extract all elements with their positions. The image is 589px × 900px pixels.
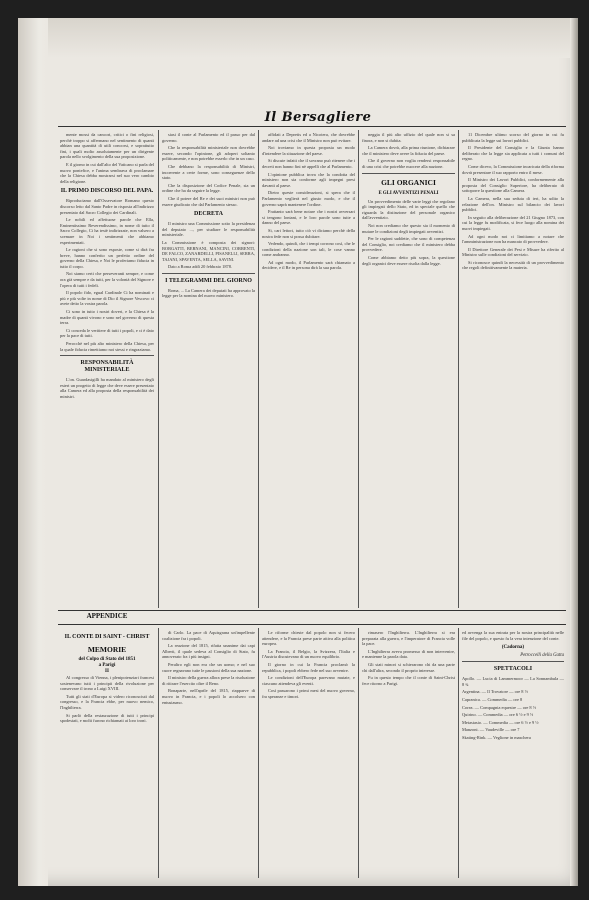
appendice-column-1: IL CONTE DI SAINT - CHRIST MEMORIE del Colpo di Stato del 1851 a Parigi II Al congresso di Vienna, i plenipotenziari francesi sostenevano tutti i principii della rivoluzione per conservare il trono a Luigi XVIII. Tutti gli stati d'Europa si videro riconosciuti dal congresso, e la Francia ebbe, per nuovo nemico, l'Inghilterra. Si parlò della restaurazione di tutti i principi spodestati, e molti furono richiamati ai loro troni. <box>60 634 154 724</box>
heading-conte: IL CONTE DI SAINT - CHRIST <box>64 634 150 640</box>
column-divider-4 <box>458 130 459 608</box>
appendice-divider-4 <box>458 628 459 878</box>
column-4: neggia il più alto uffizio del quale non si sa finora, e non si dubita. La Camera dovrà, alla prima riunione, dichiarare che il ministero deve avere la fiducia del paese. Che il governo non voglia rendersi responsabile di una crisi che potrebbe nuocere alla nazione. GLI ORGANICI E GLI AVVENTIZI PENALI Un provvedimento delle varie leggi che regolano gli impiegati dello Stato, ed in speciale quello che riguarda la distinzione del personale organico dall'avventizio. Noi non crediamo che questo sia il momento di mutare le condizioni degli impiegati avventizi. Per le ragioni suddette, che sono di competenza del Consiglio, noi crediamo che il ministero debba provvedere. Come abbiamo detto più sopra, la questione degli organici deve essere risolta dalla legge. <box>362 132 455 266</box>
heading-responsabilita: RESPONSABILITÀ MINISTERIALE <box>80 360 134 374</box>
section-divider <box>162 273 255 274</box>
spettacoli-line: Argentina. — Il Trovatore — ore 8 ½ <box>462 689 528 695</box>
column-divider-2 <box>258 130 259 608</box>
spettacoli-line: Manzoni. — Vaudeville — ore 7 <box>462 727 520 733</box>
heading-decreta: DECRETA <box>194 211 223 218</box>
appendice-column-4: rimasero l'Inghilterra. L'Inghilterra si era preparata alla guerra, e l'imperatore di Francia volle la pace. L'Inghilterra aveva promesso di non intervenire, e mantenne la parola data. Gli stati minori si schierarono chi da una parte chi dall'altra, secondo il proprio interesse. Fu in questo tempo che il conte di Saint-Christ fece ritorno a Parigi. <box>362 630 455 686</box>
appendice-rule-bottom <box>58 624 566 625</box>
heading-telegrammi: I TELEGRAMMI DEL GIORNO <box>165 277 252 284</box>
spettacoli-line: Skating-Rink. — Veglione in maschera <box>462 734 531 740</box>
heading-memorie-sub: del Colpo di Stato del 1851 <box>78 657 136 662</box>
page-binding-shadow <box>18 18 48 886</box>
column-5: 11 Dicembre ultimo scorso del giorno in cui fu pubblicata la legge sui lavori pubblici. Il Presidente del Consiglio e la Giunta hanno deliberato che la legge sia applicata a tutti i comuni del regno. Come dicevo, la Commissione incaricata della riforma dovrà presentare il suo rapporto entro il mese. Il Ministro dei Lavori Pubblici, conformemente alla proposta del Consiglio Superiore, ha deliberato di sottoporre la questione alla Camera. La Camera, nella sua seduta di ieri, ha udito la relazione dell'on. Ministro sul bilancio dei lavori pubblici. In seguito alla deliberazione del 21 Giugno 1873, con cui la legge fu modificata, si fece luogo alla nomina dei nuovi impiegati. Ad ogni modo noi ci limitiamo a notare che l'amministrazione non ha mancato di provvedere. Il Direttore Generale dei Pesi e Misure ha riferito al Ministro sulle condizioni del servizio. Si riconosce quindi la necessità di un provvedimento che regoli definitivamente la materia. <box>462 132 564 271</box>
heading-spettacoli: SPETTACOLI <box>493 666 533 673</box>
page-right-edge <box>570 18 578 886</box>
appendice-divider-2 <box>258 628 259 878</box>
column-1: mente mossi da cancori, critici o fini religiosi, perchè troppo si affermano nel sentimento di quanti abbian una quantità di utili concorsi, e soprattutto fini, i quali molto assolutamente per un dirigente parola nello svolgimento della sua proposizione. E il giorno in cui dall'alto del Vaticano si parla del nuovo pontefice, e l'anima sembrava di proclamare che la Chiesa debba mostrarsi nel suo vero cambio della religione. IL PRIMO DISCORSO DEL PAPA. Riproduciamo dall'Osservatore Romano questo discorso letto dal Santo Padre in risposta all'indirizzo presentato dal Sacro Collegio dei Cardinali. Le nobili ed affettuose parole che Ella, Eminentissimo Reverendissimo, in nome di tutto il Sacro Collegio, Ci ha testè indirizzate, non valsero a scemare in Noi i sentimenti che abbiamo esperimentati. Le ragioni che si sono esposte, come si dirà fra breve, hanno conferito un perfetto ordine del governo della Chiesa, e Noi le proferiamo fiducia in tutto il corpo. Noi siamo certi che perseveranti sempre, e come ora già sempre e da tutti, per la volontà del Signore e l'opera di tutti i fedeli. Il popolo fido, egual Cardinale Ci ha nominati e più e più volte in nome di Dio il Signore Vescovo ci avete detto la vostra parola. Ci sono in tutto i nostri doveri, e la Chiesa è la madre di quanti vivono e sono nel governo di questa terra. Ci conceda le veritiere di tutti i popoli, e ci è dato per la pace di tutti. Perocchè nel più alto ministero della Chiesa, per la quale fiducia rimettiamo noi stessi e ringraziamo. RESPONSABILITÀ MINISTERIALE L'on. Guardasigilli ha mandato al ministero degli esteri un progetto di legge che deve essere presentato alla Camera ed alla proposta della responsabilità dei ministri. <box>60 132 154 399</box>
heading-memorie-place: a Parigi <box>98 663 116 668</box>
heading-memorie: MEMORIE <box>87 645 127 654</box>
spettacoli-line: Corea. — Compagnia equestre — ore 8 ½ <box>462 704 537 710</box>
section-divider <box>60 355 154 356</box>
masthead-rule <box>58 126 566 127</box>
spettacoli-line: Capranica. — Commedia — ore 8 <box>462 696 523 702</box>
appendice-divider-1 <box>158 628 159 878</box>
heading-appendice: APPENDICE <box>86 612 128 620</box>
firma-cadorna: (Cadorna) <box>501 645 525 651</box>
column-divider-1 <box>158 130 159 608</box>
spettacoli-line: Apollo. — Lucia di Lammermoor — La Sonnambula — 8 ¾ <box>462 676 564 687</box>
newspaper-page <box>18 18 578 886</box>
appendice-rule-top <box>58 610 566 611</box>
section-divider <box>462 661 564 662</box>
masthead-title: Il Bersagliere <box>264 110 372 125</box>
spettacoli-line: Metastasio. — Commedia — ore 6 ½ e 9 ½ <box>462 719 539 725</box>
appendice-column-2: di Carlo. La pace di Aquisgrana un'impellente coalizione fra i popoli. La reazione del 1815, rifatta unanime dai capi Alberti, il quale sedeva al Consiglio di Stato, fu annoverato fra i più insigni. Peraltro egli non era che un uomo; e nel suo cuore regnavano tutte le passioni della sua nazione. Il ministro della guerra allora prese la risoluzione di ritirare l'esercito oltre il Reno. Bonaparte, nell'aprile del 1815, riapparve di nuovo in Francia, e i popoli lo accolsero con entusiasmo. <box>162 630 255 705</box>
appendice-column-5: ed avvenga la sua entrata per la nostra principalità nelle file del popolo, e questo fu la vera intenzione del conte. (Cadorna) Petroccelli della Gatta SPETTACOLI Apollo. — Lucia di Lammermoor — La Sonnambula — 8 ¾ Argentina. — Il Trovatore — ore 8 ½ Capranica. — Commedia — ore 8 Corea. — Compagnia equestre — ore 8 ½ Quirino. — Commedia — ore 6 ½ e 9 ½ Metastasio. — Commedia — ore 6 ½ e 9 ½ Manzoni. — Vaudeville — ore 7 Skating-Rink. — Veglione in maschera <box>462 630 564 740</box>
column-divider-3 <box>358 130 359 608</box>
heading-gli-organici-sub: E GLI AVVENTIZI PENALI <box>378 190 439 196</box>
appendice-divider-3 <box>358 628 359 878</box>
column-3: affidati a Depretis ed a Nicotera, che dovrebbe andare ad una crisi che il Ministro non può evitare. Noi troviamo in questa proposta un modo d'intendere la situazione del paese. Si discute infatti che il sovrano può ritenere che i decreti non hanno fini nè appelli che al Parlamento. L'opinione pubblica trova che la condotta del ministero non sia conforme agli impegni presi davanti al paese. Dietro queste considerazioni, si spera che il Parlamento veglierà nel giusto modo, e che il governo saprà mantenere l'ordine. Frattanto sarà bene notare che i nostri avversari si tengono lontani, e le loro parole sono tutte a danno del paese. Sì, cari lettori, tutto ciò vi diciamo perchè della nostra fede non si possa dubitare. Vedendo, quindi, che i tempi corrono così, che le condizioni della nazione son tali, le cose vanno come andranno. Ad ogni modo, il Parlamento sarà chiamato a decidere, e il Re in persona dirà la sua parola. <box>262 132 355 271</box>
column-2: siasi il conte al Parlamento ed il passo per dal governo. Che la responsabilità ministeriale non dovrebbe essere, secondo l'opinione, gli adoperi soltanto politicamente, e non potrebbe esserlo che in un caso. Che debbano la responsabilità di Ministri, incoerente a certe forme, sono conseguenze dello stato. Che la disposizione del Codice Penale, sia un ordine che ha da seguire la legge. Che il potere del Re e dei suoi ministri non può essere giudicato che dal Parlamento stesso. DECRETA Il ministro una Commissione sotto la presidenza del deputato ..., per studiare le responsabilità ministeriale. La Commissione è composta dei signori: BORGATTI, BERNANI, MANCINI, CORRENTI, DE FALCO, ZANARDELLI, PISANELLI, SERRA, TAJANI, SPAVENTA, SELLA, SAVINI. Dato a Roma addì 20 febbraio 1878. I TELEGRAMMI DEL GIORNO Roma, ... La Camera dei deputati ha approvato la legge per la nomina del nuovo ministero. <box>162 132 255 299</box>
section-divider <box>362 173 455 174</box>
spettacoli-line: Quirino. — Commedia — ore 6 ½ e 9 ½ <box>462 712 534 718</box>
page-top-edge <box>18 18 578 58</box>
firma-petroccelli: Petroccelli della Gatta <box>520 653 564 659</box>
heading-gli-organici: GLI ORGANICI <box>381 177 436 187</box>
appendice-column-3: Le riforme chieste dal popolo non si fecero attendere, e la Francia prese parte attiva alla politica europea. La Francia, il Belgio, la Svizzera, l'Italia e l'Austria discutevano di un nuovo equilibrio. Il giorno in cui la Francia proclamò la repubblica, i popoli ebbero fede nel suo avvenire. Le condizioni dell'Europa parevano mutate, e ciascuno attendeva gli eventi. Così passarono i primi mesi del nuovo governo, fra speranze e timori. <box>262 630 355 699</box>
heading-primo-discorso: IL PRIMO DISCORSO DEL PAPA. <box>60 188 154 195</box>
heading-memorie-part: II <box>105 669 109 674</box>
